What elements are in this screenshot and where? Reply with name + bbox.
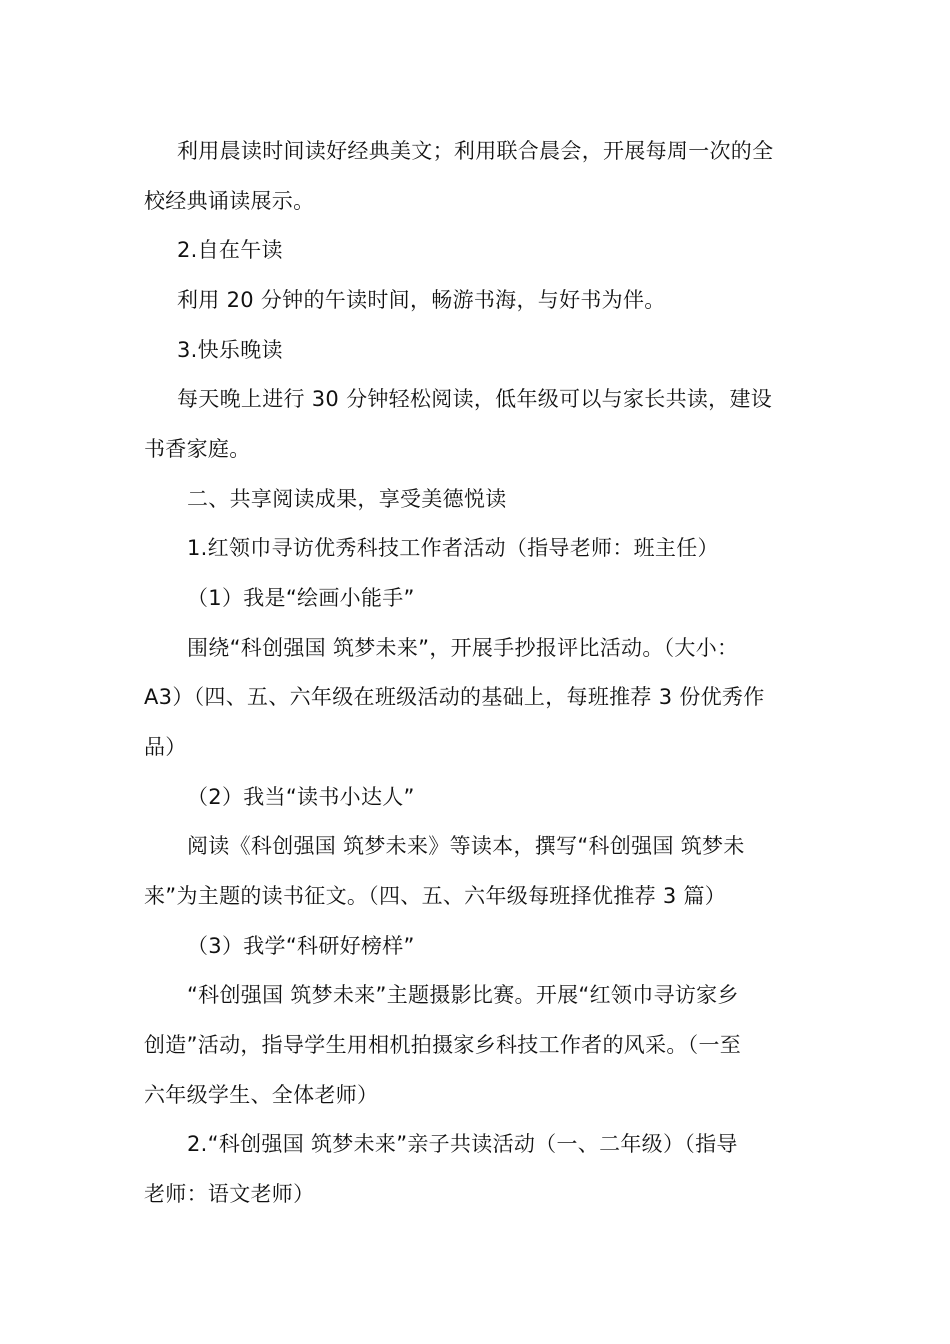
paragraph-line: A3）（四、五、六年级在班级活动的基础上，每班推荐 3 份优秀作 [144,685,765,709]
section-heading: 2.自在午读 [177,238,283,262]
paragraph-line: 每天晚上进行 30 分钟轻松阅读，低年级可以与家长共读，建设 [177,387,773,411]
paragraph-line: 品） [144,735,187,759]
paragraph-line: 利用 20 分钟的午读时间，畅游书海，与好书为伴。 [177,288,666,312]
subsection-heading: （1）我是“绘画小能手” [187,586,415,610]
paragraph-line: 校经典诵读展示。 [144,189,315,213]
section-heading: 二、共享阅读成果，享受美德悦读 [187,487,507,511]
subsection-heading: （3）我学“科研好榜样” [187,934,415,958]
section-heading: 1.红领巾寻访优秀科技工作者活动（指导老师：班主任） [187,536,719,560]
paragraph-line: 利用晨读时间读好经典美文；利用联合晨会，开展每周一次的全 [177,139,774,163]
subsection-heading: （2）我当“读书小达人” [187,785,415,809]
paragraph-line: 阅读《科创强国 筑梦未来》等读本，撰写“科创强国 筑梦未 [187,834,745,858]
paragraph-line: 来”为主题的读书征文。（四、五、六年级每班择优推荐 3 篇） [144,884,727,908]
paragraph-line: 老师：语文老师） [144,1182,315,1206]
paragraph-line: 围绕“科创强国 筑梦未来”，开展手抄报评比活动。（大小： [187,636,739,660]
paragraph-line: 书香家庭。 [144,437,251,461]
paragraph-line: “科创强国 筑梦未来”主题摄影比赛。开展“红领巾寻访家乡 [187,983,739,1007]
section-heading: 2.“科创强国 筑梦未来”亲子共读活动（一、二年级）（指导 [187,1132,738,1156]
section-heading: 3.快乐晚读 [177,338,283,362]
paragraph-line: 六年级学生、全体老师） [144,1083,379,1107]
paragraph-line: 创造”活动，指导学生用相机拍摄家乡科技工作者的风采。（一至 [144,1033,742,1057]
